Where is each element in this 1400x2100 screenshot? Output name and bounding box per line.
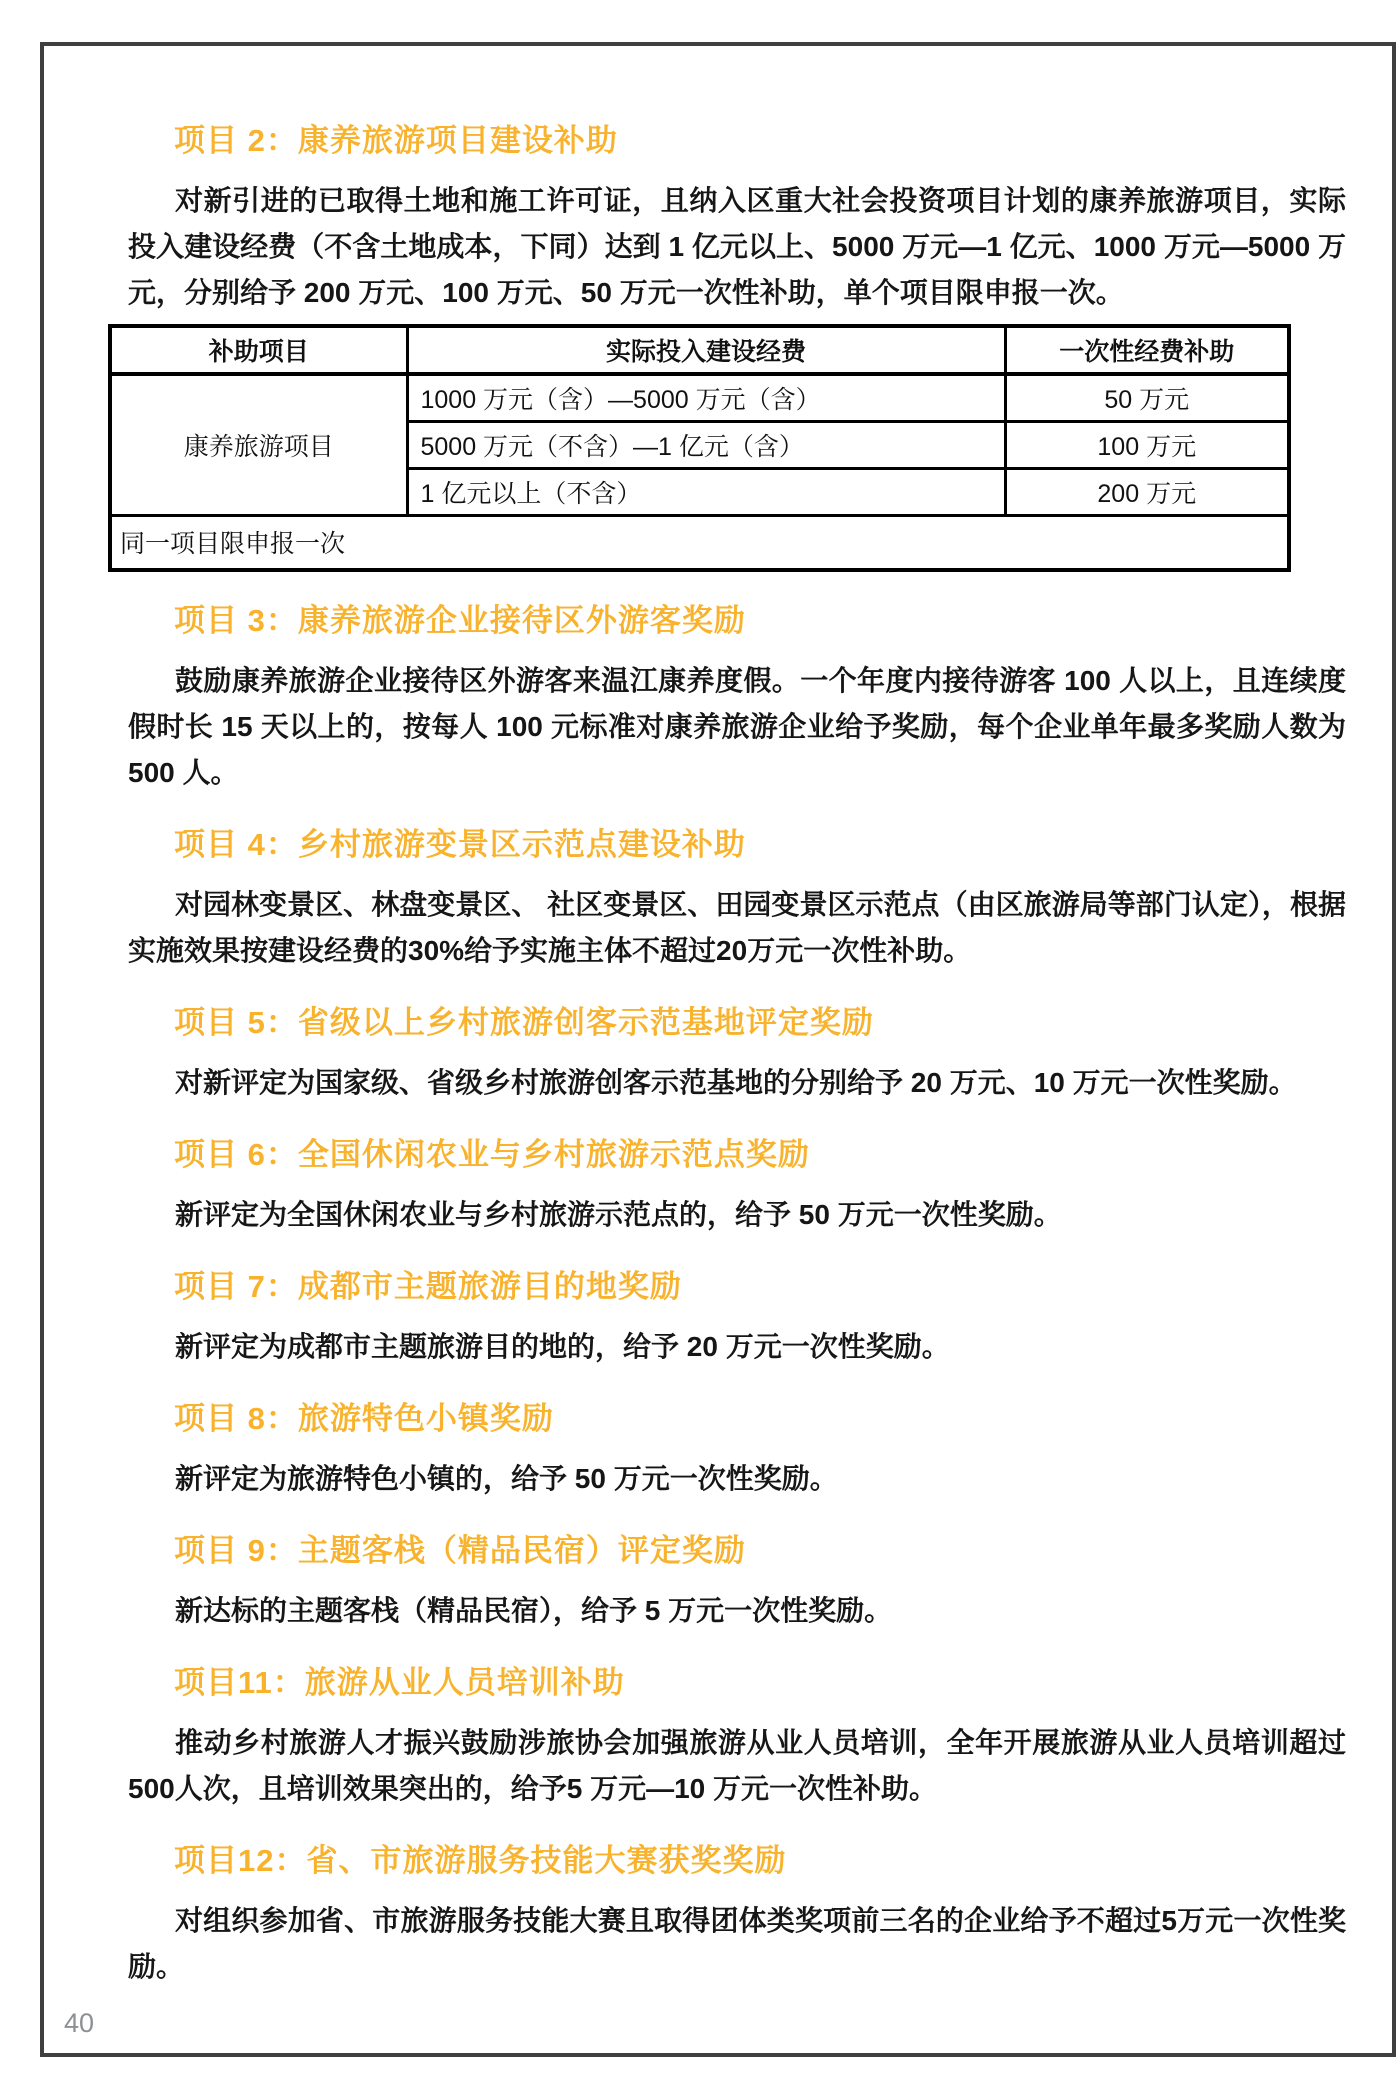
section-project-4 bbox=[128, 826, 1346, 974]
section-body-project-5: 对新评定为国家级、省级乡村旅游创客示范基地的分别给予 20 万元、10 万元一次性奖励。 bbox=[175, 1066, 1297, 1098]
section-body-project-8: 新评定为旅游特色小镇的，给予 50 万元一次性奖励。 bbox=[175, 1462, 838, 1494]
subsidy-table bbox=[108, 324, 1291, 572]
section-project-11 bbox=[128, 1664, 1346, 1812]
table-cell-range: 5000 万元（不含）—1 亿元（含） bbox=[407, 422, 1005, 469]
section-heading-project-4: 项目 4：乡村旅游变景区示范点建设补助 bbox=[174, 826, 746, 862]
section-heading-project-7: 项目 7：成都市主题旅游目的地奖励 bbox=[174, 1268, 682, 1304]
section-body-project-4: 对园林变景区、林盘变景区、 社区变景区、田园变景区示范点（由区旅游局等部门认定），根据实施效果按建设经费的30%给予实施主体不超过20万元一次性补助。 bbox=[128, 888, 1346, 966]
section-body-project-9: 新达标的主题客栈（精品民宿），给予 5 万元一次性奖励。 bbox=[175, 1594, 893, 1626]
table-header-project: 补助项目 bbox=[110, 326, 407, 374]
page-number: 40 bbox=[64, 2008, 95, 2038]
table-header-row bbox=[110, 326, 1289, 374]
section-heading-project-5: 项目 5：省级以上乡村旅游创客示范基地评定奖励 bbox=[174, 1004, 874, 1040]
section-heading-project-8: 项目 8：旅游特色小镇奖励 bbox=[174, 1400, 554, 1436]
table-header-investment: 实际投入建设经费 bbox=[407, 326, 1005, 374]
section-project-7 bbox=[128, 1268, 1346, 1370]
table-cell-subsidy: 100 万元 bbox=[1005, 422, 1289, 469]
section-body-project-3: 鼓励康养旅游企业接待区外游客来温江康养度假。一个年度内接待游客 100 人以上，且连续度假时长 15 天以上的，按每人 100 元标准对康养旅游企业给予奖励，每个企业单年最多奖励人数为 500 人。 bbox=[128, 664, 1346, 788]
section-heading-project-11: 项目11：旅游从业人员培训补助 bbox=[174, 1664, 625, 1700]
table-cell-range: 1 亿元以上（不含） bbox=[407, 469, 1005, 516]
section-body-project-12: 对组织参加省、市旅游服务技能大赛且取得团体类奖项前三名的企业给予不超过5万元一次性奖励。 bbox=[128, 1904, 1346, 1982]
section-project-5 bbox=[128, 1004, 1346, 1106]
section-heading-project-2: 项目 2：康养旅游项目建设补助 bbox=[174, 123, 618, 158]
section-project-6 bbox=[128, 1136, 1346, 1238]
table-cell-range: 1000 万元（含）—5000 万元（含） bbox=[407, 374, 1005, 422]
section-heading-project-3: 项目 3：康养旅游企业接待区外游客奖励 bbox=[174, 602, 746, 638]
section-heading-project-6: 项目 6：全国休闲农业与乡村旅游示范点奖励 bbox=[174, 1136, 810, 1172]
page-frame bbox=[40, 42, 1396, 2057]
section-body-project-11: 推动乡村旅游人才振兴鼓励涉旅协会加强旅游从业人员培训，全年开展旅游从业人员培训超过500人次，且培训效果突出的，给予5 万元—10 万元一次性补助。 bbox=[128, 1726, 1346, 1804]
table-cell-subsidy: 200 万元 bbox=[1005, 469, 1289, 516]
section-body-project-6: 新评定为全国休闲农业与乡村旅游示范点的，给予 50 万元一次性奖励。 bbox=[175, 1198, 1062, 1230]
section-project-9 bbox=[128, 1532, 1346, 1634]
section-project-8 bbox=[128, 1400, 1346, 1502]
table-header-subsidy: 一次性经费补助 bbox=[1005, 326, 1289, 374]
table-note-row bbox=[110, 516, 1289, 570]
table-cell-note: 同一项目限申报一次 bbox=[110, 516, 1289, 570]
section-heading-project-12: 项目12：省、市旅游服务技能大赛获奖奖励 bbox=[174, 1842, 787, 1878]
table-cell-row-group: 康养旅游项目 bbox=[110, 374, 407, 516]
section-project-3 bbox=[128, 602, 1346, 796]
table-row bbox=[110, 374, 1289, 422]
table-cell-subsidy: 50 万元 bbox=[1005, 374, 1289, 422]
section-project-12 bbox=[128, 1842, 1346, 1990]
section-project-2 bbox=[120, 122, 1346, 572]
section-body-project-2: 对新引进的已取得土地和施工许可证，且纳入区重大社会投资项目计划的康养旅游项目，实际投入建设经费（不含土地成本，下同）达到 1 亿元以上、5000 万元—1 亿元、1000 万元—5000 万元，分别给予 200 万元、100 万元、50 万元一次性补助，单个项目限申报一次。 bbox=[128, 185, 1346, 308]
section-heading-project-9: 项目 9：主题客栈（精品民宿）评定奖励 bbox=[174, 1532, 746, 1568]
section-body-project-7: 新评定为成都市主题旅游目的地的，给予 20 万元一次性奖励。 bbox=[175, 1330, 950, 1362]
page-content bbox=[44, 122, 1392, 1990]
